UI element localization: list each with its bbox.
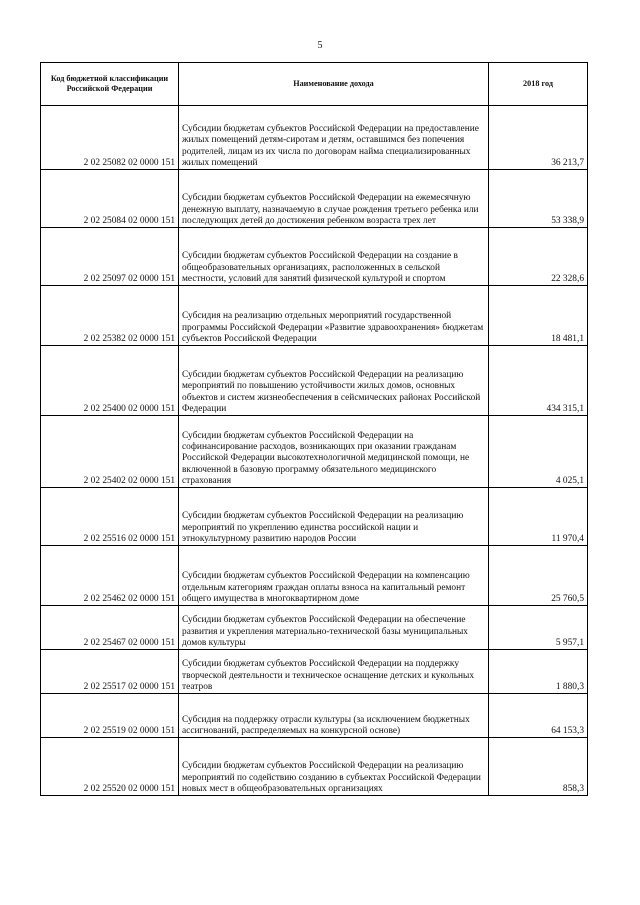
code-cell: 2 02 25084 02 0000 151 <box>41 170 179 228</box>
header-code: Код бюджетной классификации Российской Федерации <box>41 63 179 106</box>
amount-cell: 1 880,3 <box>489 650 588 694</box>
code-cell: 2 02 25516 02 0000 151 <box>41 488 179 546</box>
code-cell: 2 02 25467 02 0000 151 <box>41 606 179 650</box>
amount-cell: 22 328,6 <box>489 228 588 286</box>
name-cell: Субсидии бюджетам субъектов Российской Федерации на компенсацию отдельным категориям граждан оплаты взноса на капитальный ремонт общего имущества в многоквартирном доме <box>179 546 489 606</box>
amount-cell: 53 338,9 <box>489 170 588 228</box>
table-row <box>41 488 588 546</box>
code-cell: 2 02 25082 02 0000 151 <box>41 106 179 170</box>
amount-cell: 25 760,5 <box>489 546 588 606</box>
code-cell: 2 02 25402 02 0000 151 <box>41 416 179 488</box>
name-cell: Субсидия на реализацию отдельных мероприятий государственной программы Российской Федерации «Развитие здравоохранения» бюджетам субъектов Российской Федерации <box>179 286 489 346</box>
table-body <box>41 106 588 796</box>
amount-cell: 64 153,3 <box>489 694 588 738</box>
code-cell: 2 02 25382 02 0000 151 <box>41 286 179 346</box>
code-cell: 2 02 25097 02 0000 151 <box>41 228 179 286</box>
amount-cell: 434 315,1 <box>489 346 588 416</box>
name-cell: Субсидии бюджетам субъектов Российской Федерации на обеспечение развития и укрепления материально-технической базы муниципальных домов культуры <box>179 606 489 650</box>
name-cell: Субсидии бюджетам субъектов Российской Федерации на реализацию мероприятий по повышению устойчивости жилых домов, основных объектов и систем жизнеобеспечения в сейсмических районах Российской Федерации <box>179 346 489 416</box>
table-row <box>41 694 588 738</box>
table-row <box>41 738 588 796</box>
name-cell: Субсидия на поддержку отрасли культуры (за исключением бюджетных ассигнований, распределяемых на конкурсной основе) <box>179 694 489 738</box>
amount-cell: 858,3 <box>489 738 588 796</box>
table-row <box>41 170 588 228</box>
name-cell: Субсидии бюджетам субъектов Российской Федерации на реализацию мероприятий по содействию созданию в субъектах Российской Федерации новых мест в общеобразовательных организациях <box>179 738 489 796</box>
name-cell: Субсидии бюджетам субъектов Российской Федерации на софинансирование расходов, возникающих при оказании гражданам Российской Федерации высокотехнологичной медицинской помощи, не включенной в базовую программу обязательного медицинского страхования <box>179 416 489 488</box>
table-row <box>41 106 588 170</box>
name-cell: Субсидии бюджетам субъектов Российской Федерации на реализацию мероприятий по укреплению единства российской нации и этнокультурному развитию народов России <box>179 488 489 546</box>
amount-cell: 36 213,7 <box>489 106 588 170</box>
name-cell: Субсидии бюджетам субъектов Российской Федерации на создание в общеобразовательных организациях, расположенных в сельской местности, условий для занятий физической культурой и спортом <box>179 228 489 286</box>
header-name: Наименование дохода <box>179 63 489 106</box>
amount-cell: 5 957,1 <box>489 606 588 650</box>
page-number: 5 <box>317 40 323 51</box>
revenue-table <box>40 62 588 796</box>
code-cell: 2 02 25520 02 0000 151 <box>41 738 179 796</box>
code-cell: 2 02 25519 02 0000 151 <box>41 694 179 738</box>
table-row <box>41 416 588 488</box>
header-row <box>41 63 588 106</box>
name-cell: Субсидии бюджетам субъектов Российской Федерации на ежемесячную денежную выплату, назначаемую в случае рождения третьего ребенка или последующих детей до достижения ребенком возраста трех лет <box>179 170 489 228</box>
amount-cell: 11 970,4 <box>489 488 588 546</box>
amount-cell: 18 481,1 <box>489 286 588 346</box>
amount-cell: 4 025,1 <box>489 416 588 488</box>
name-cell: Субсидии бюджетам субъектов Российской Федерации на предоставление жилых помещений детям-сиротам и детям, оставшимся без попечения родителей, лицам из их числа по договорам найма специализированных жилых помещений <box>179 106 489 170</box>
table-row <box>41 606 588 650</box>
code-cell: 2 02 25517 02 0000 151 <box>41 650 179 694</box>
table-row <box>41 228 588 286</box>
code-cell: 2 02 25400 02 0000 151 <box>41 346 179 416</box>
code-cell: 2 02 25462 02 0000 151 <box>41 546 179 606</box>
header-year: 2018 год <box>489 63 588 106</box>
table-row <box>41 650 588 694</box>
table-row <box>41 346 588 416</box>
table-row <box>41 286 588 346</box>
table-row <box>41 546 588 606</box>
name-cell: Субсидии бюджетам субъектов Российской Федерации на поддержку творческой деятельности и техническое оснащение детских и кукольных театров <box>179 650 489 694</box>
table-header <box>41 63 588 106</box>
